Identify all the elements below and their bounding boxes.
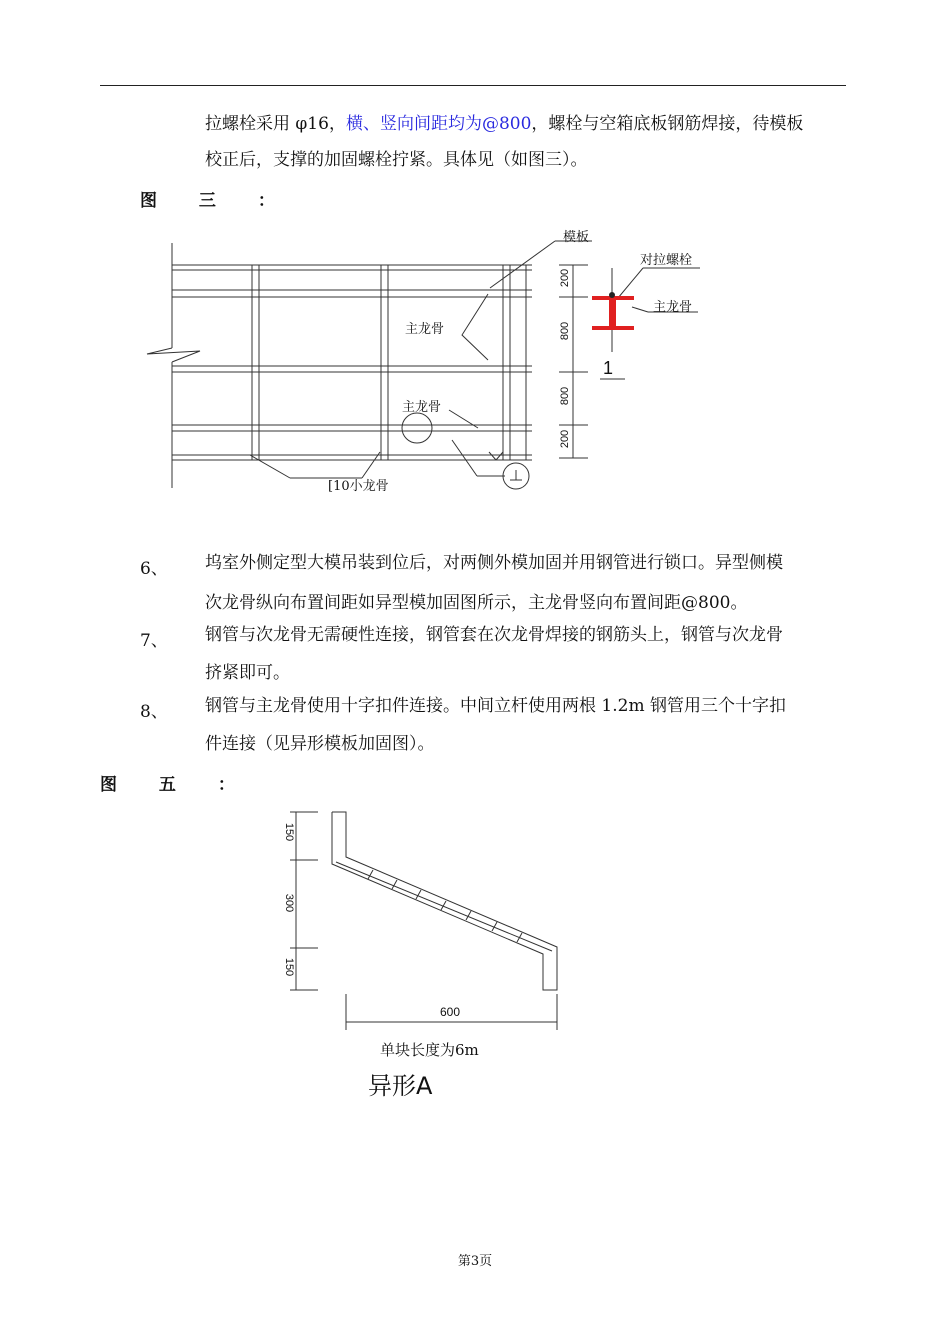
dim-200-top: 200 [559,268,572,288]
item-8-number: 8、 [140,702,168,722]
intro-line-2: 校正后，支撑的加固螺栓拧紧。具体见（如图三）。 [205,150,588,170]
label-small-keel: [10小龙骨 [328,479,389,494]
item-7-line-1: 钢管与次龙骨无需硬性连接，钢管套在次龙骨焊接的钢筋头上，钢管与次龙骨 [205,625,783,645]
figure3-heading: 图 三 ： [140,191,293,211]
label-section-no: 1 [603,358,614,378]
item-6-number: 6、 [140,559,168,579]
dim-600: 600 [440,1005,461,1019]
dim-200-bottom: 200 [559,429,572,449]
main-keel-section-icon [592,296,634,330]
item-6-line-1: 坞室外侧定型大模吊装到位后，对两侧外模加固并用钢管进行锁口。异型侧模 [205,553,783,573]
figure5-heading: 图 五 ： [100,775,253,795]
header-rule [100,85,846,86]
item-7-number: 7、 [140,631,168,651]
dim-150-top: 150 [283,822,296,842]
page-number: 第3页 [457,1254,493,1269]
label-bolt: 对拉螺栓 [640,253,693,268]
label-main-keel-2: 主龙骨 [402,400,442,415]
dim-800-a: 800 [559,321,572,341]
item-8-line-1: 钢管与主龙骨使用十字扣件连接。中间立杆使用两根 1.2m 钢管用三个十字扣 [205,696,786,716]
label-template: 模板 [563,230,590,245]
item-6-line-2: 次龙骨纵向布置间距如异型模加固图所示，主龙骨竖向布置间距@800。 [205,593,748,613]
label-main-keel-right: 主龙骨 [653,300,693,315]
dim-800-b: 800 [559,386,572,406]
dim-300: 300 [283,893,296,913]
figure5-caption: 单块长度为6m [380,1041,479,1059]
highlight-spacing: 横、竖向间距均为@800 [345,114,532,134]
intro-line-1: 拉螺栓采用 φ16，横、竖向间距均为@800，螺栓与空箱底板钢筋焊接，待模板 [205,114,804,134]
dim-150-bottom: 150 [283,957,296,977]
figure5-title: 异形A [368,1072,433,1100]
item-8-line-2: 件连接（见异形模板加固图）。 [205,734,435,754]
label-main-keel-1: 主龙骨 [405,322,445,337]
item-7-line-2: 挤紧即可。 [205,663,290,683]
